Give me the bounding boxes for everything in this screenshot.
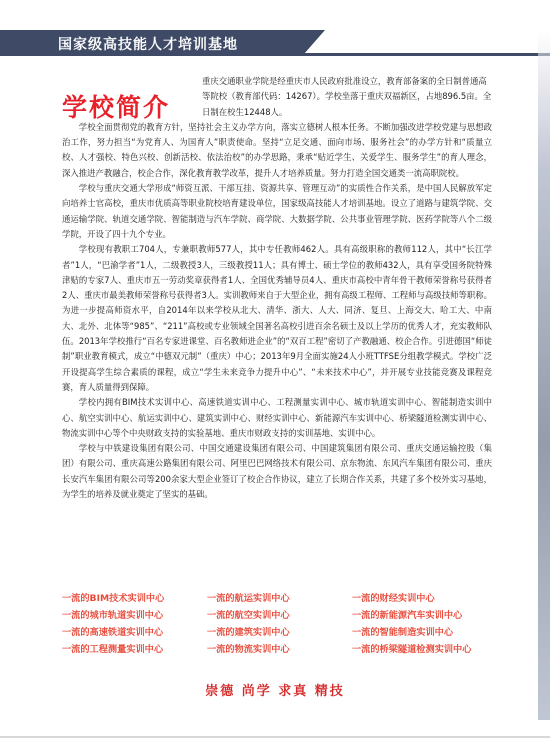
- center-item: 一流的航运实训中心: [207, 593, 290, 604]
- bottom-divider: [0, 736, 550, 738]
- center-item: 一流的工程测量实训中心: [62, 644, 164, 655]
- center-item: 一流的BIM技术实训中心: [62, 593, 165, 604]
- decorative-side-stripe: [538, 30, 550, 720]
- center-item: 一流的物流实训中心: [207, 644, 290, 655]
- intro-paragraph: 学校与重庆交通大学形成“师资互派、干部互挂、资源共享、管理互动”的实质性合作关系，是中国人民解放军定向培养士官高校，重庆市优质高等职业院校培育建设单位，国家级高技能人才培训基地。设立了道路与建筑学院、交通运输学院、轨道交通学院、智能制造与汽车学院、商学院、大数据学院、公共事业管理学院、医药学院等八个二级学院，开设了四十九个专业。: [62, 183, 492, 239]
- centers-row: [62, 624, 492, 641]
- header-title: 国家级高技能人才培训基地: [58, 37, 238, 53]
- school-motto: 崇德 尚学 求真 精技: [205, 684, 345, 699]
- centers-row: [62, 641, 492, 658]
- intro-paragraph: 学校现有教职工704人，专兼职教师577人，其中专任教师462人。具有高级职称的教师112人，其中“长江学者”1人，“巴渝学者”1人，二级教授3人，三级教授11人；具有博士、硕士学位的教师432人，具有享受国务院特殊津贴的专家7人、重庆市五一劳动奖章获得者1人、全国优秀辅导员4人、重庆市高校中青年骨干教师荣誉称号获得者2人、重庆市最美教师荣誉称号获得者3人。实训教师来自于大型企业，拥有高级工程师、工程师与高级技师等职称。为进一步提高师资水平，自2014年以来学校从北大、清华、浙大、人大、同济、复旦、上海交大、哈工大、中南大、北外、北体等“985”、“211”高校或专业领域全国著名高校引进百余名硕士及以上学历的优秀人才，充实教师队伍。2013年学校推行“百名专家进课堂、百名教师进企业”的“双百工程”密切了产教融通、校企合作。引进德国“师徒制”职业教育模式，成立“中德双元制”（重庆）中心；2013年9月全面实施24人小班TTFSE分组教学模式。学校广泛开设提高学生综合素质的课程，成立“学生未来竞争力提升中心”、“未来技术中心”，并开展专业技能竞赛及课程竞赛，育人质量得到保障。: [62, 244, 492, 392]
- intro-paragraph: 学校全面贯彻党的教育方针，坚持社会主义办学方向，落实立德树人根本任务。不断加强改进学校党建与思想政治工作，努力担当“为党育人、为国育人”职责使命。坚持“立足交通、面向市场、服务社会”的办学方针和“质量立校、人才强校、特色兴校、创新活校、依法治校”的办学思路，秉承“贴近学生、关爱学生、服务学生”的育人理念，深入推进产教融合，校企合作，深化教育教学改革，提升人才培养质量。努力打造全国交通类一流高职院校。: [62, 121, 492, 178]
- intro-paragraph: 学校与中铁建设集团有限公司、中国交通建设集团有限公司、中国建筑集团有限公司、重庆交通运输控股（集团）有限公司、重庆高速公路集团有限公司、阿里巴巴网络技术有限公司、京东物流、东风汽车集团有限公司、重庆长安汽车集团有限公司等200余家大型企业签订了校企合作协议，建立了长期合作关系，共建了多个校外实习基地，为学生的培养及就业奠定了坚实的基础。: [62, 443, 492, 500]
- intro-paragraph: 学校内拥有BIM技术实训中心、高速铁道实训中心、工程测量实训中心、城市轨道实训中心、智能制造实训中心、航空实训中心、航运实训中心、建筑实训中心、财经实训中心、新能源汽车实训中心、桥梁隧道检测实训中心、物流实训中心等个中央财政支持的实验基地、重庆市财政支持的实训基地、实训中心。: [62, 397, 492, 438]
- header-rule: [300, 53, 550, 56]
- center-item: 一流的城市轨道实训中心: [62, 610, 164, 621]
- center-item: 一流的桥梁隧道检测实训中心: [352, 644, 472, 655]
- intro-paragraph: 重庆交通职业学院是经重庆市人民政府批准设立，教育部备案的全日制普通高等院校（教育部代码：14267）。学校坐落于重庆双福新区，占地896.5亩。全日制在校生12448人。: [202, 76, 492, 117]
- intro-title: 学校简介: [62, 93, 171, 122]
- header-band: [0, 30, 550, 56]
- centers-row: [62, 607, 492, 624]
- center-item: 一流的高速铁道实训中心: [62, 627, 164, 638]
- center-item: 一流的新能源汽车实训中心: [352, 610, 463, 621]
- training-centers-list: [62, 590, 492, 658]
- center-item: 一流的财经实训中心: [352, 593, 435, 604]
- center-item: 一流的建筑实训中心: [207, 627, 290, 638]
- centers-row: [62, 590, 492, 607]
- intro-content: [62, 74, 492, 502]
- center-item: 一流的智能制造实训中心: [352, 627, 454, 638]
- center-item: 一流的航空实训中心: [207, 610, 290, 621]
